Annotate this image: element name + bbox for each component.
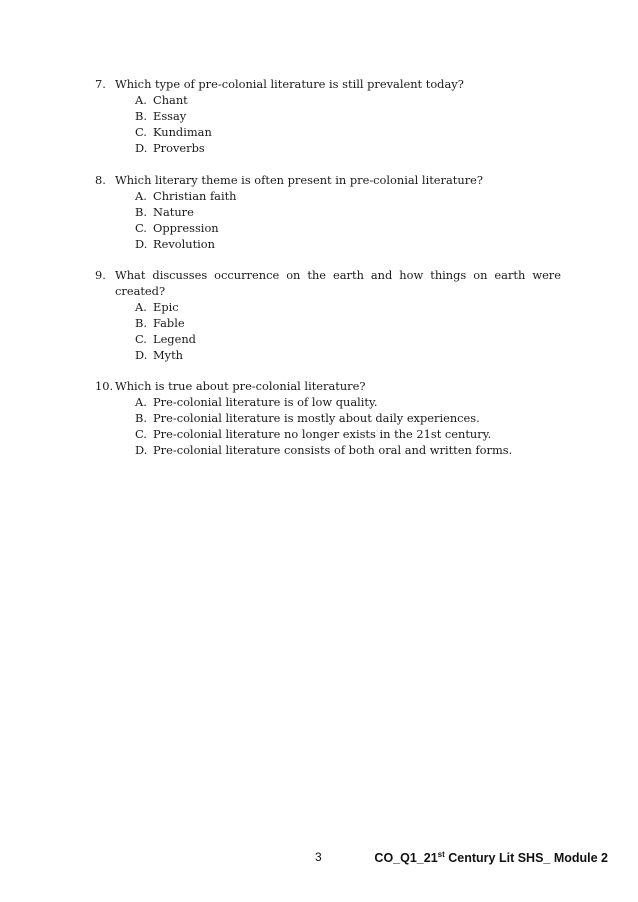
option-letter: C. <box>135 332 147 346</box>
question-number: 8. <box>95 173 106 187</box>
question-9 <box>95 267 561 363</box>
option-text: Proverbs <box>153 141 205 155</box>
option-letter: C. <box>135 125 147 139</box>
answer-option <box>95 410 561 426</box>
answer-option <box>95 204 561 220</box>
option-letter: A. <box>135 93 147 107</box>
answer-option <box>95 331 561 347</box>
option-letter: C. <box>135 221 147 235</box>
option-letter: B. <box>135 205 147 219</box>
option-text: Epic <box>153 300 179 314</box>
question-number: 10. <box>95 379 114 393</box>
answer-option <box>95 140 561 156</box>
answer-options <box>95 188 561 252</box>
answer-option <box>95 188 561 204</box>
option-text: Myth <box>153 348 184 362</box>
question-7 <box>95 76 561 156</box>
answer-option <box>95 394 561 410</box>
option-letter: A. <box>135 395 147 409</box>
question-text: Which is true about pre-colonial literature? <box>115 379 366 393</box>
module-code-superscript: st <box>437 850 445 859</box>
option-letter: B. <box>135 316 147 330</box>
question-number: 7. <box>95 77 106 91</box>
answer-option <box>95 108 561 124</box>
option-text: Christian faith <box>153 189 237 203</box>
page-footer <box>0 850 638 870</box>
option-letter: B. <box>135 411 147 425</box>
question-text: Which type of pre-colonial literature is still prevalent today? <box>115 77 464 91</box>
question-10 <box>95 378 561 458</box>
module-code-prefix: CO_Q1_21 <box>374 851 438 865</box>
answer-options <box>95 299 561 363</box>
answer-options <box>95 394 561 458</box>
option-text: Essay <box>153 109 187 123</box>
option-text: Fable <box>153 316 185 330</box>
answer-option <box>95 236 561 252</box>
module-code-suffix: Century Lit SHS_ Module 2 <box>444 851 608 865</box>
option-text: Nature <box>153 205 194 219</box>
option-letter: D. <box>135 348 148 362</box>
module-code <box>374 850 608 865</box>
option-text: Kundiman <box>153 125 212 139</box>
option-letter: C. <box>135 427 147 441</box>
answer-option <box>95 315 561 331</box>
answer-option <box>95 426 561 442</box>
page-number: 3 <box>315 850 322 864</box>
option-text: Pre-colonial literature is mostly about daily experiences. <box>153 411 480 425</box>
option-letter: B. <box>135 109 147 123</box>
answer-option <box>95 299 561 315</box>
option-text: Oppression <box>153 221 219 235</box>
option-letter: D. <box>135 237 148 251</box>
answer-option <box>95 347 561 363</box>
answer-option <box>95 442 561 458</box>
option-letter: D. <box>135 443 148 457</box>
option-text: Chant <box>153 93 188 107</box>
question-text-line-1: What discusses occurrence on the earth and how things on earth were <box>115 268 561 282</box>
option-text: Legend <box>153 332 196 346</box>
question-number: 9. <box>95 268 106 282</box>
option-letter: A. <box>135 300 147 314</box>
option-text: Pre-colonial literature no longer exists in the 21st century. <box>153 427 492 441</box>
option-text: Pre-colonial literature is of low quality. <box>153 395 378 409</box>
option-letter: A. <box>135 189 147 203</box>
answer-option <box>95 92 561 108</box>
option-letter: D. <box>135 141 148 155</box>
question-text: Which literary theme is often present in pre-colonial literature? <box>115 173 483 187</box>
option-text: Pre-colonial literature consists of both oral and written forms. <box>153 443 513 457</box>
answer-option <box>95 124 561 140</box>
option-text: Revolution <box>153 237 216 251</box>
question-text-line-2: created? <box>115 284 166 298</box>
answer-options <box>95 92 561 156</box>
answer-option <box>95 220 561 236</box>
question-8 <box>95 172 561 252</box>
